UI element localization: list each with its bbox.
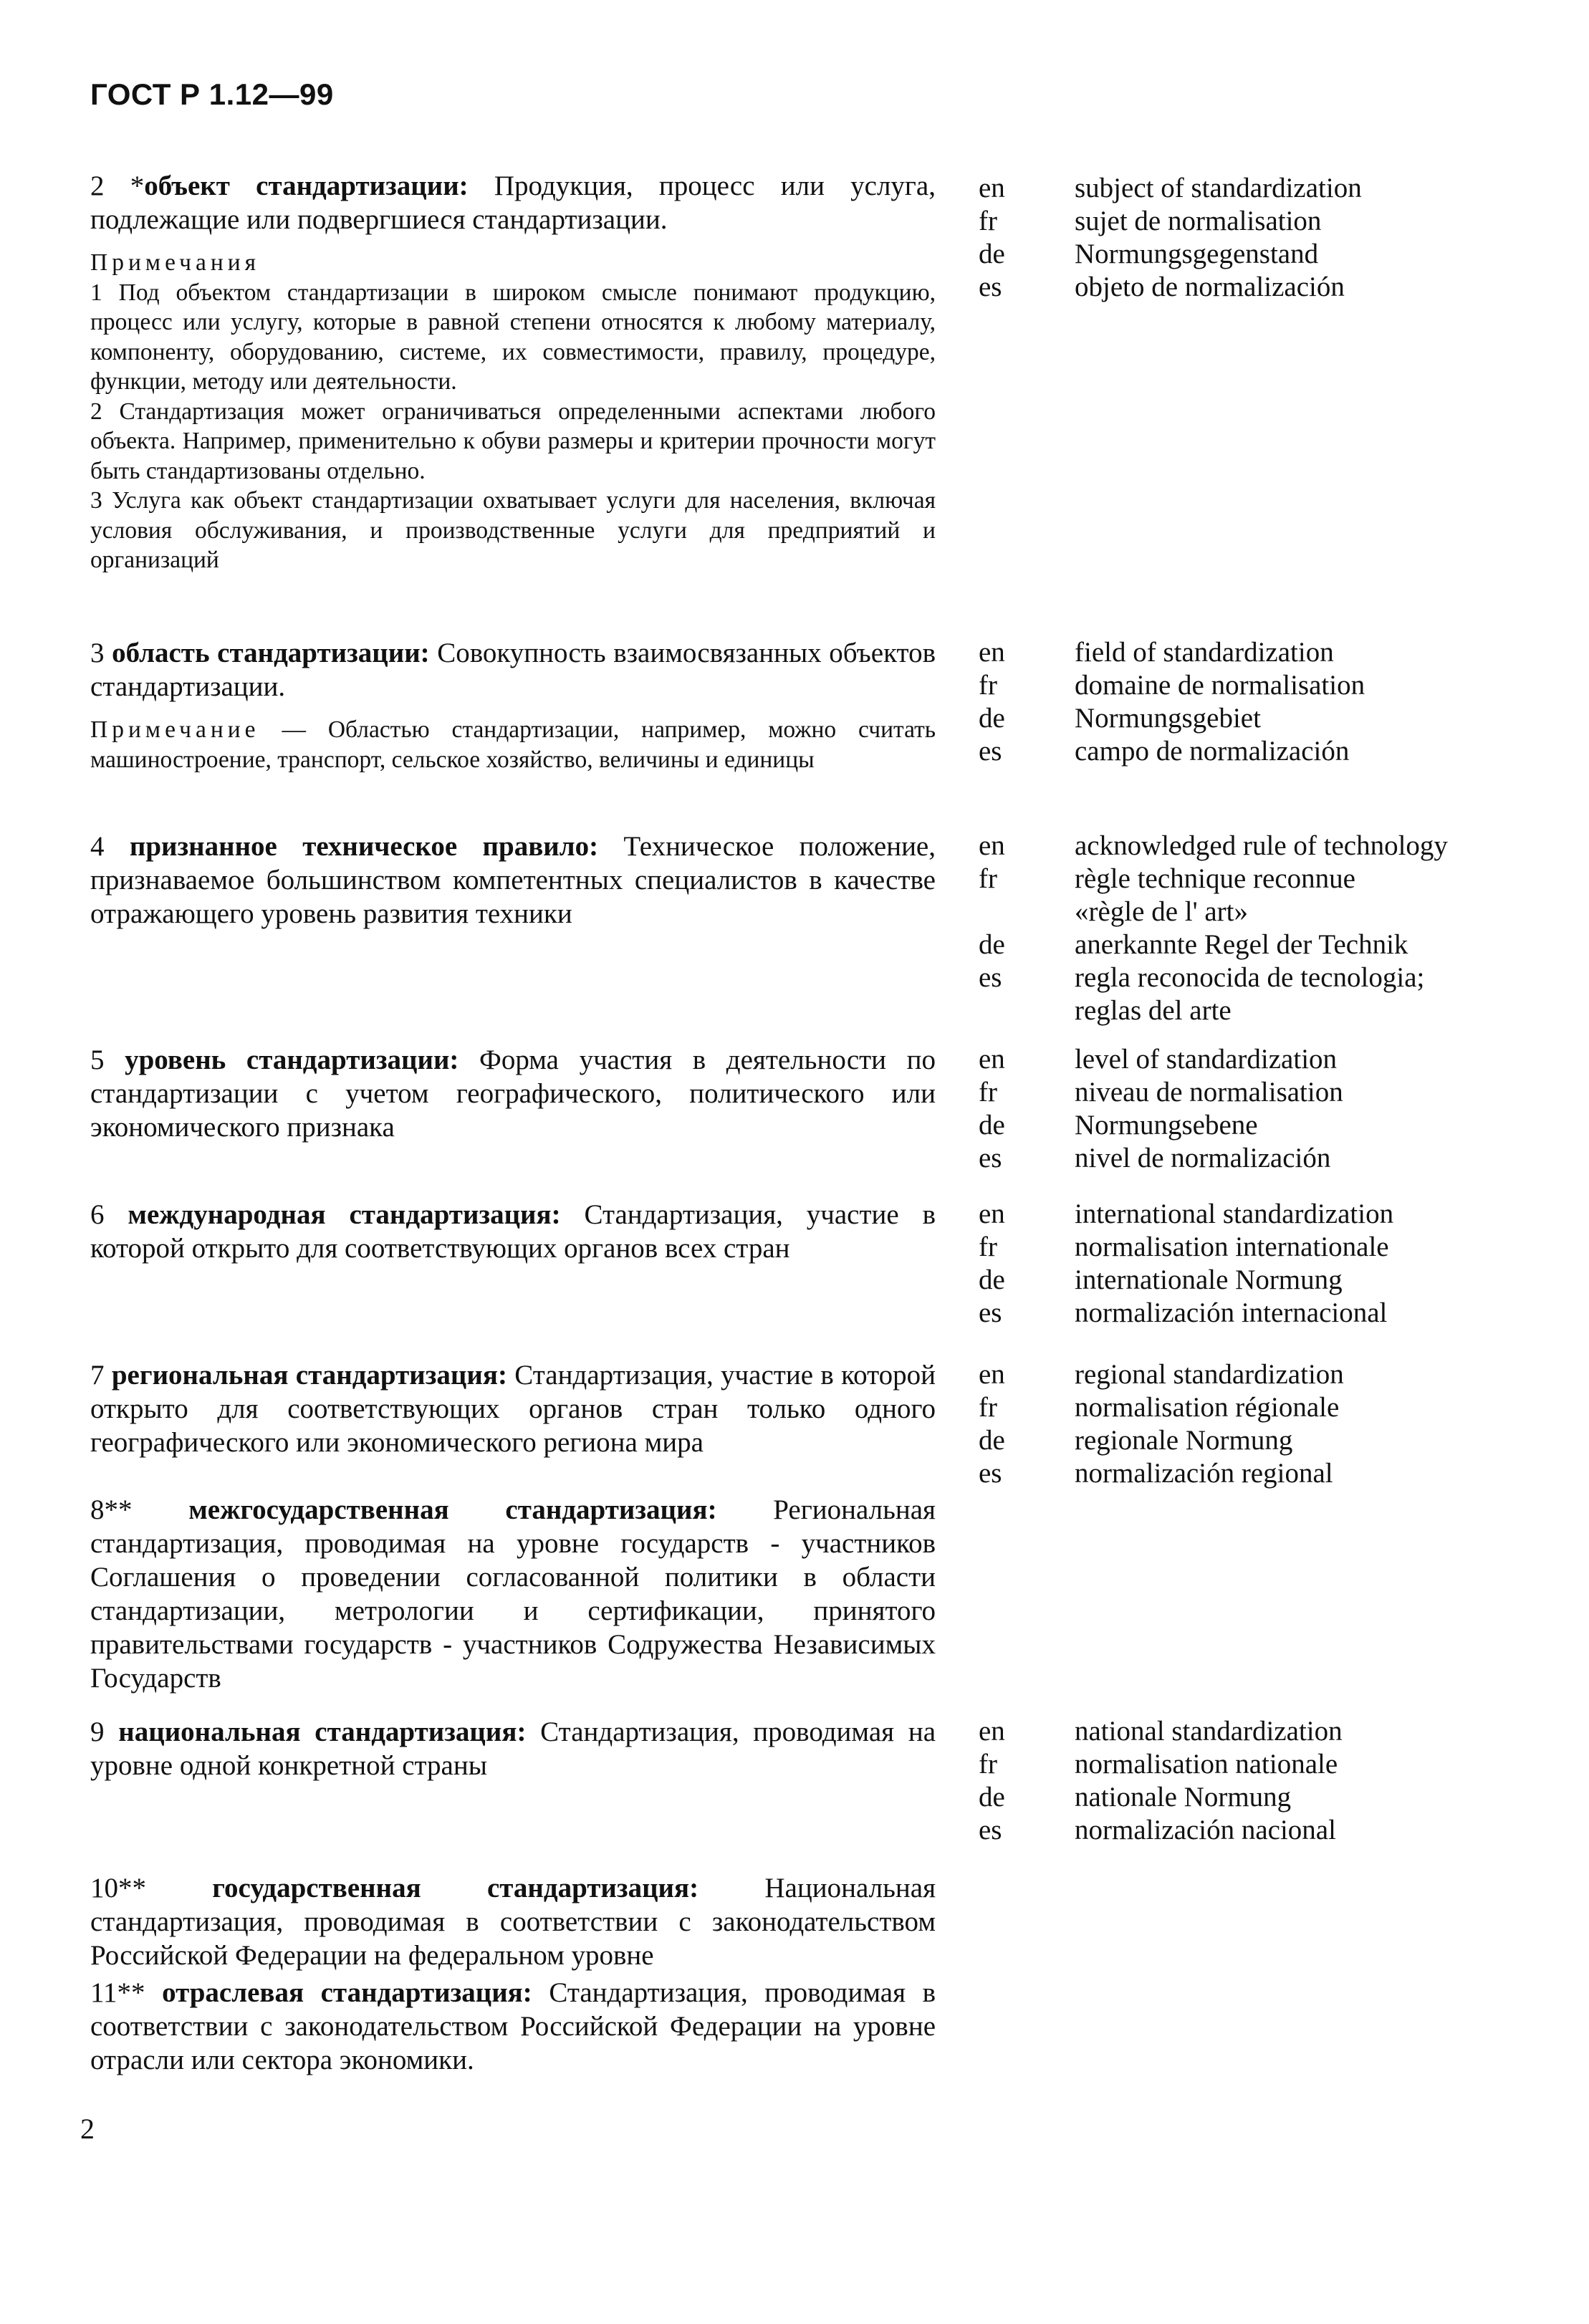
note-text: — Областью стандартизации, например, можно считать машиностроение, транспорт, сельское хозяйство, величины и единицы (90, 716, 936, 773)
term-entry-4 (90, 830, 936, 931)
term-definition (90, 636, 936, 704)
term-entry-10 (90, 1871, 936, 1972)
translations (1075, 1198, 1393, 1330)
translation-de: Normungsgebiet (1075, 703, 1261, 734)
lang-es: es (979, 1297, 1002, 1328)
translation-fr-2: «règle de l' art» (1075, 896, 1248, 927)
translations (1075, 172, 1362, 304)
lang-de: de (979, 703, 1005, 734)
term-title: международная стандартизация: (128, 1199, 561, 1230)
lang-de: de (979, 929, 1005, 960)
definition-text: Техническое положение, признаваемое большинством компетентных специалистов в качестве отражающего уровень развития техники (90, 831, 936, 929)
translation-fr: normalisation régionale (1075, 1392, 1340, 1423)
translation-de: nationale Normung (1075, 1782, 1292, 1812)
page-header: ГОСТ Р 1.12—99 (90, 77, 334, 111)
translation-fr: sujet de normalisation (1075, 206, 1322, 236)
lang-fr: fr (979, 1749, 997, 1780)
lang-es: es (979, 962, 1002, 993)
term-entry-9 (90, 1715, 936, 1782)
language-codes (979, 172, 1005, 304)
lang-de: de (979, 1425, 1005, 1456)
translation-fr: normalisation nationale (1075, 1749, 1338, 1780)
translations (1075, 1715, 1343, 1847)
definition-text: Стандартизация, участие в которой открыто для соответствующих органов стран только одного географического или экономического региона мира (90, 1360, 936, 1458)
translation-en: field of standardization (1075, 637, 1334, 668)
lang-en: en (979, 830, 1005, 861)
translation-es: objeto de normalización (1075, 272, 1345, 302)
translation-es: nivel de normalización (1075, 1143, 1331, 1173)
term-number: 11** (90, 1977, 163, 2008)
lang-es: es (979, 272, 1002, 302)
term-entry-7 (90, 1358, 936, 1459)
translation-fr: niveau de normalisation (1075, 1077, 1343, 1108)
term-number: 10** (90, 1873, 213, 1903)
term-number: 3 (90, 638, 112, 668)
definition-text: Региональная стандартизация, проводимая на уровне государств - участников Соглашения о проведении согласованной политики в области стандартизации, метрологии и сертификации, принятого правительствами государств - участников Содружества Независимых Государств (90, 1494, 936, 1694)
lang-de: de (979, 1782, 1005, 1812)
term-entry-5 (90, 1043, 936, 1144)
translation-en: regional standardization (1075, 1359, 1344, 1390)
translation-de: Normungsgegenstand (1075, 239, 1319, 269)
translation-en: subject of standardization (1075, 173, 1362, 203)
definition-text: Стандартизация, проводимая на уровне одной конкретной страны (90, 1716, 936, 1781)
translation-de: Normungsebene (1075, 1110, 1258, 1141)
note-block (90, 715, 936, 774)
translation-fr: règle technique reconnue (1075, 863, 1355, 894)
translation-es-2: reglas del arte (1075, 995, 1232, 1026)
lang-en: en (979, 1199, 1005, 1229)
lang-fr: fr (979, 863, 997, 894)
language-codes (979, 1358, 1005, 1490)
lang-fr: fr (979, 1077, 997, 1108)
term-number: 4 (90, 831, 130, 862)
definition-text: Стандартизация, участие в которой открыто для соответствующих органов всех стран (90, 1199, 936, 1264)
term-definition (90, 1043, 936, 1144)
lang-fr: fr (979, 1231, 997, 1262)
term-title: уровень стандартизации: (125, 1045, 459, 1075)
term-definition (90, 169, 936, 236)
translation-fr: domaine de normalisation (1075, 670, 1365, 701)
translations (1075, 1358, 1344, 1490)
term-definition (90, 1493, 936, 1695)
translation-en: international standardization (1075, 1199, 1394, 1229)
term-definition (90, 1715, 936, 1782)
term-number: 6 (90, 1199, 128, 1230)
language-codes (979, 1198, 1005, 1330)
term-number: 7 (90, 1360, 112, 1391)
lang-en: en (979, 1359, 1005, 1390)
term-definition (90, 1198, 936, 1265)
term-title: государственная стандартизация: (212, 1873, 699, 1903)
translation-en: national standardization (1075, 1716, 1343, 1747)
lang-de: de (979, 1110, 1005, 1141)
term-entry-11 (90, 1976, 936, 2077)
lang-en: en (979, 173, 1005, 203)
lang-de: de (979, 239, 1005, 269)
translation-es: normalización regional (1075, 1458, 1333, 1489)
translations (1075, 636, 1365, 768)
lang-en: en (979, 1044, 1005, 1075)
lang-fr: fr (979, 670, 997, 701)
translations (1075, 1043, 1343, 1175)
term-entry-2 (90, 169, 936, 575)
lang-es: es (979, 1458, 1002, 1489)
lang-es: es (979, 1143, 1002, 1173)
term-number: 8** (90, 1494, 189, 1525)
notes-heading: Примечания (90, 249, 261, 276)
definition-text: Стандартизация, проводимая в соответствии с законодательством Российской Федерации на уровне отрасли или сектора экономики. (90, 1977, 936, 2075)
term-definition (90, 1358, 936, 1459)
translations (1075, 830, 1448, 1027)
lang-en: en (979, 637, 1005, 668)
definition-text: Форма участия в деятельности по стандартизации с учетом географического, политического или экономического признака (90, 1045, 936, 1143)
translation-es: regla reconocida de tecnologia; (1075, 962, 1425, 993)
term-definition (90, 1976, 936, 2077)
translation-fr: normalisation internationale (1075, 1231, 1389, 1262)
translation-es: normalización internacional (1075, 1297, 1388, 1328)
language-codes (979, 830, 1005, 994)
term-entry-3 (90, 636, 936, 774)
term-title: область стандартизации: (112, 638, 430, 668)
language-codes (979, 636, 1005, 768)
term-entry-6 (90, 1198, 936, 1265)
lang-de: de (979, 1264, 1005, 1295)
lang-es: es (979, 736, 1002, 767)
term-number: 2 * (90, 171, 145, 201)
term-title: объект стандартизации: (144, 171, 469, 201)
term-title: признанное техническое правило: (129, 831, 599, 862)
lang-en: en (979, 1716, 1005, 1747)
note-item: 2 Стандартизация может ограничиваться определенными аспектами любого объекта. Например, применительно к обуви размеры и критерии прочности могут быть стандартизованы отдельно. (90, 398, 936, 484)
translation-de: internationale Normung (1075, 1264, 1343, 1295)
translation-en: level of standardization (1075, 1044, 1338, 1075)
definition-text: Продукция, процесс или услуга, подлежащие или подвергшиеся стандартизации. (90, 171, 936, 235)
translation-de: regionale Normung (1075, 1425, 1293, 1456)
language-codes (979, 1043, 1005, 1175)
lang-fr: fr (979, 206, 997, 236)
term-title: отраслевая стандартизация: (162, 1977, 532, 2008)
term-entry-8 (90, 1493, 936, 1695)
term-title: региональная стандартизация: (111, 1360, 507, 1391)
notes-block (90, 248, 936, 575)
term-definition (90, 1871, 936, 1972)
note-heading: Примечание (90, 716, 260, 743)
language-codes (979, 1715, 1005, 1847)
translation-es: campo de normalización (1075, 736, 1350, 767)
term-number: 5 (90, 1045, 125, 1075)
definition-text: Национальная стандартизация, проводимая в соответствии с законодательством Российской Федерации на федеральном уровне (90, 1873, 936, 1971)
term-title: межгосударственная стандартизация: (188, 1494, 717, 1525)
translation-de: anerkannte Regel der Technik (1075, 929, 1408, 960)
term-number: 9 (90, 1716, 119, 1747)
term-title: национальная стандартизация: (118, 1716, 527, 1747)
term-definition (90, 830, 936, 931)
translation-en: acknowledged rule of technology (1075, 830, 1448, 861)
note-item: 3 Услуга как объект стандартизации охватывает услуги для населения, включая условия обслуживания, и производственные услуги для предприятий и организаций (90, 487, 936, 573)
lang-es: es (979, 1815, 1002, 1845)
definition-text: Совокупность взаимосвязанных объектов стандартизации. (90, 638, 936, 702)
note-item: 1 Под объектом стандартизации в широком смысле понимают продукцию, процесс или услугу, которые в равной степени относятся к любому материалу, компоненту, оборудованию, системе, их совместимости, правилу, процедуре, функции, методу или деятельности. (90, 279, 936, 395)
page-number: 2 (80, 2113, 95, 2145)
translation-es: normalización nacional (1075, 1815, 1336, 1845)
lang-fr: fr (979, 1392, 997, 1423)
